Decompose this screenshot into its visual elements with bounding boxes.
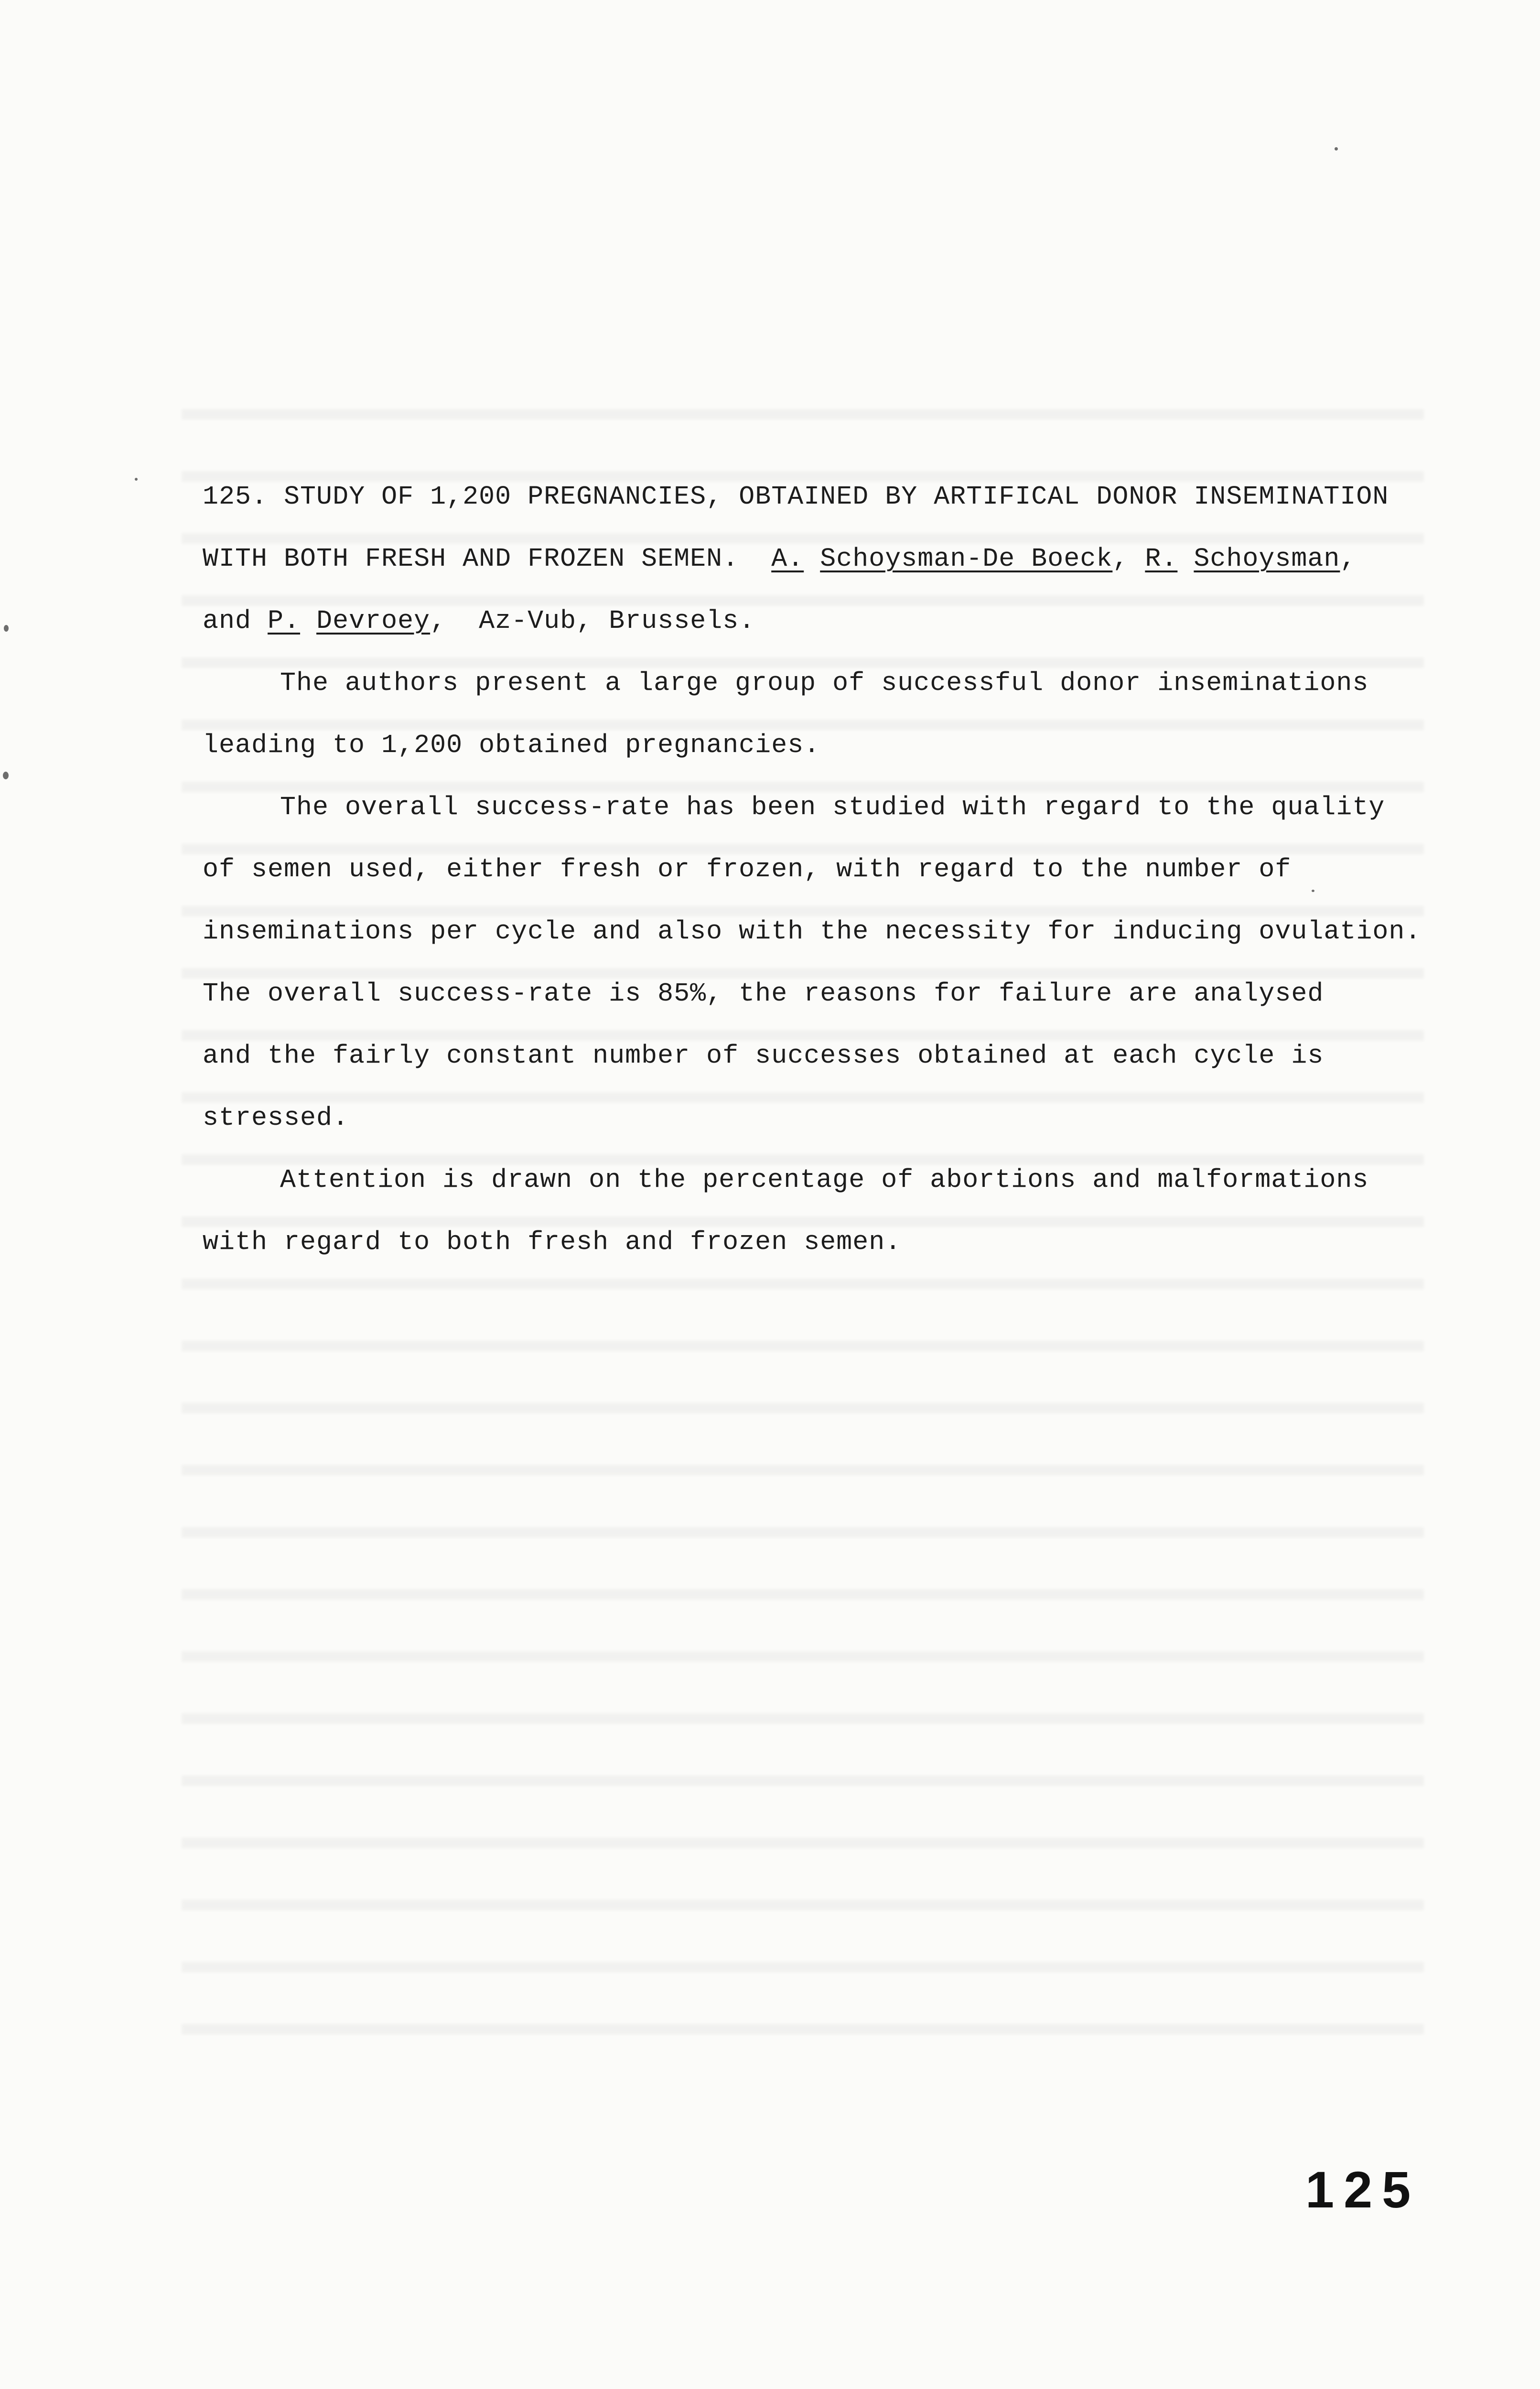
paragraph-3-line-2: with regard to both fresh and frozen semen. (203, 1227, 902, 1257)
paragraph-2-line-2: of semen used, either fresh or frozen, with regard to the number of (203, 854, 1292, 884)
author-conjunction: and (203, 606, 252, 636)
affiliation: Az-Vub, Brussels. (479, 606, 755, 636)
paper-speck (135, 478, 138, 481)
title-line-1 (203, 466, 1389, 528)
author-1-initial: A. (771, 544, 804, 574)
paragraph-2-line-1: The overall success-rate has been studied with regard to the quality (280, 792, 1385, 822)
title-text-2: WITH BOTH FRESH AND FROZEN SEMEN. (203, 544, 739, 574)
paper-speck (1335, 147, 1338, 151)
title-line-2: WITH BOTH FRESH AND FROZEN SEMEN. A. Schoysman-De Boeck, R. Schoysman, (203, 544, 1357, 574)
paper-speck (4, 625, 9, 632)
paper-speck (1312, 890, 1314, 892)
paragraph-2-line-3: inseminations per cycle and also with the necessity for inducing ovulation. (203, 916, 1422, 947)
paragraph-2-line-5: and the fairly constant number of successes obtained at each cycle is (203, 1041, 1324, 1071)
paragraph-2-line-4: The overall success-rate is 85%, the reasons for failure are analysed (203, 979, 1324, 1009)
paragraph-3-line-1: Attention is drawn on the percentage of abortions and malformations (280, 1165, 1369, 1195)
author-2-initial: R. (1145, 544, 1178, 574)
paragraph-1-line-1: The authors present a large group of successful donor inseminations (280, 668, 1369, 698)
paper-speck (3, 772, 9, 779)
title-text-1: STUDY OF 1,200 PREGNANCIES, OBTAINED BY ARTIFICAL DONOR INSEMINATION (284, 482, 1389, 512)
abstract-number: 125. (203, 482, 268, 512)
paragraph-2-line-6: stressed. (203, 1103, 349, 1133)
author-3-surname: Devroey (316, 606, 431, 636)
author-3-initial: P. (268, 606, 301, 636)
authors-line: and P. Devroey, Az-Vub, Brussels. (203, 606, 755, 636)
abstract-block (203, 466, 1422, 1273)
page-number: 125 (1305, 2161, 1421, 2218)
author-2-surname: Schoysman (1194, 544, 1340, 574)
paragraph-1-line-2: leading to 1,200 obtained pregnancies. (203, 730, 820, 760)
author-1-surname: Schoysman-De Boeck (820, 544, 1113, 574)
